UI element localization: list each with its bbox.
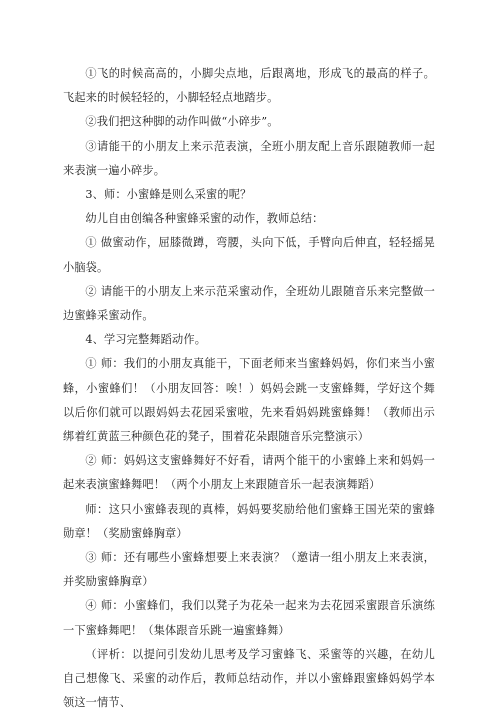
paragraph-small-steps-name: ②我们把这种脚的动作叫做“小碎步”。 xyxy=(85,115,279,129)
section-heading-3: 3、师：小蜜蜂是则么采蜜的呢？ xyxy=(85,188,252,202)
paragraph-reward-medal: 师：这只小蜜蜂表现的真棒，妈妈要奖励给他们蜜蜂王国光荣的蜜蜂勋章！（奖励蜜蜂胸章） xyxy=(63,502,435,540)
paragraph-demonstrate-small-steps: ③请能干的小朋友上来示范表演，全班小朋友配上音乐跟随教师一起来表演一遍小碎步。 xyxy=(63,139,435,177)
document-body xyxy=(63,62,435,715)
paragraph-teacher-demo: ① 师：我们的小朋友真能干，下面老师来当蜜蜂妈妈，你们来当小蜜蜂，小蜜蜂们！（小朋友回答：唉！）妈妈会跳一支蜜蜂舞，学好这个舞以后你们就可以跟妈妈去花园采蜜啦，先来看妈妈跳蜜蜂舞！（教师出示绑着红黄蓝三种颜色花的凳子，围着花朵跟随音乐完整演示） xyxy=(63,357,435,444)
paragraph-two-children: ② 师：妈妈这支蜜蜂舞好不好看，请两个能干的小蜜蜂上来和妈妈一起来表演蜜蜂舞吧！（两个小朋友上来跟随音乐一起表演舞蹈） xyxy=(63,454,435,492)
paragraph-flying-feet: ①飞的时候高高的，小脚尖点地，后跟离地，形成飞的最高的样子。飞起来的时候轻轻的，小脚轻轻点地踏步。 xyxy=(63,67,435,105)
paragraph-demonstrate-honey: ② 请能干的小朋友上来示范采蜜动作，全班幼儿跟随音乐来完整做一边蜜蜂采蜜动作。 xyxy=(63,284,435,323)
paragraph-commentary: （评析：以提问引发幼儿思考及学习蜜蜂飞、采蜜等的兴趣，在幼儿自己想像飞、采蜜的动作后，教师总结动作，并以小蜜蜂跟蜜蜂妈妈学本领这一情节、 xyxy=(63,647,435,710)
paragraph-honey-motion: ① 做蜜动作，屈膝微蹲，弯腰，头向下低，手臂向后伸直，轻轻摇晃小脑袋。 xyxy=(63,236,435,274)
paragraph-group-practice: ④ 师：小蜜蜂们，我们以凳子为花朵一起来为去花园采蜜跟音乐演练一下蜜蜂舞吧！（集体跟音乐跳一遍蜜蜂舞） xyxy=(63,599,435,637)
paragraph-free-creation: 幼儿自由创编各种蜜蜂采蜜的动作，教师总结： xyxy=(85,212,324,226)
paragraph-group-perform: ③ 师：还有哪些小蜜蜂想要上来表演？（邀请一组小朋友上来表演，并奖励蜜蜂胸章） xyxy=(63,551,435,589)
section-heading-4: 4、学习完整舞蹈动作。 xyxy=(85,333,207,347)
